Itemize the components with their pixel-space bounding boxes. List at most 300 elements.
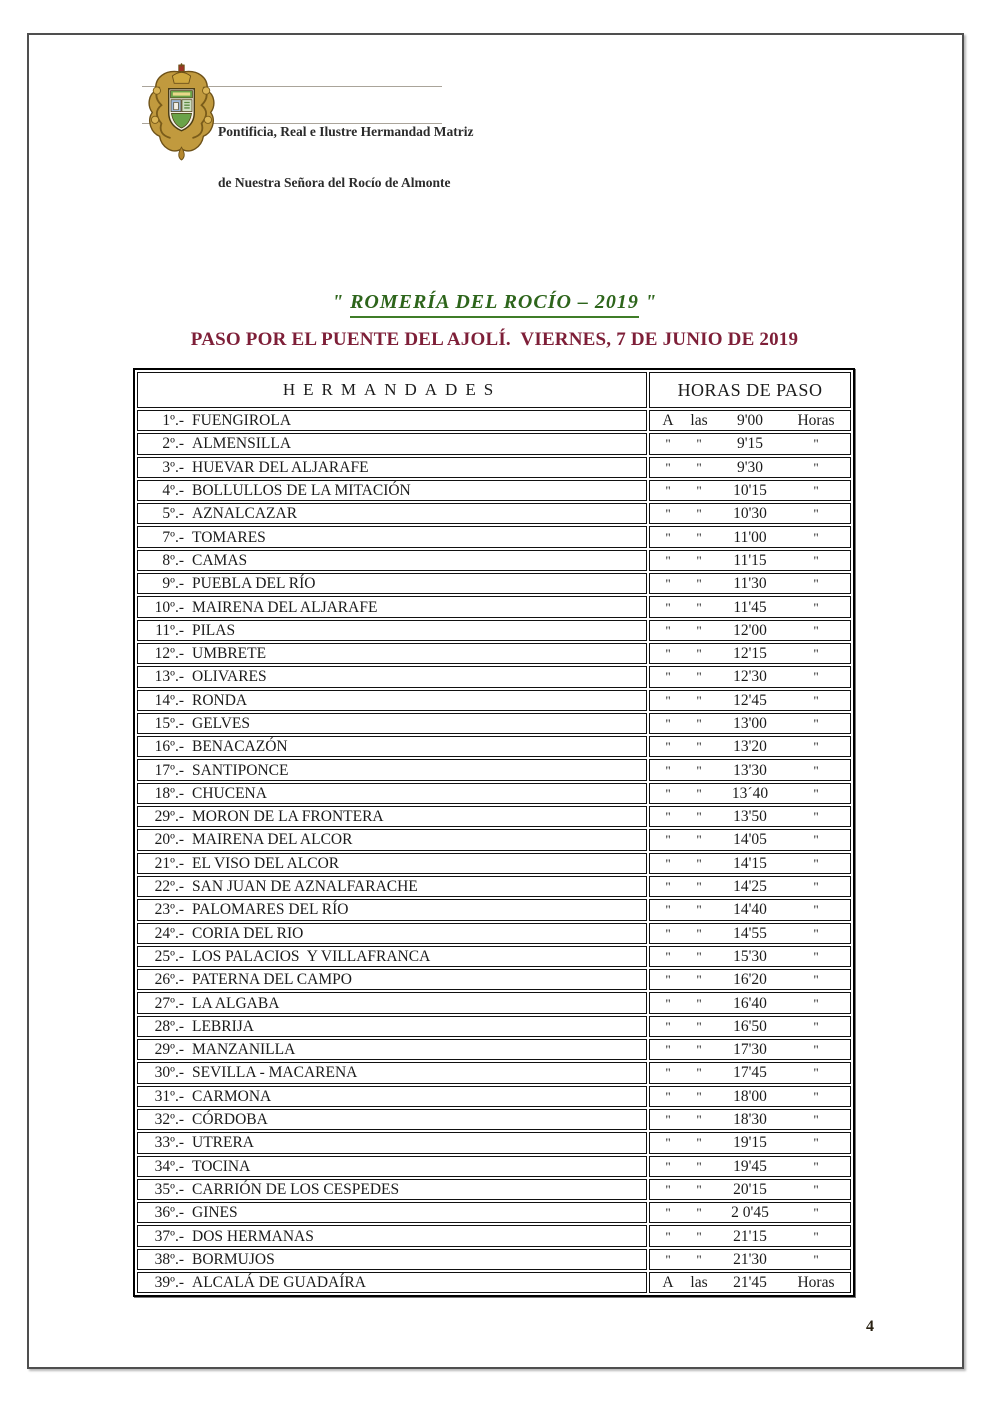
hora-time-value: 12'30	[733, 668, 767, 686]
title-open-quote: "	[331, 291, 351, 313]
hora-time-value: 16'40	[733, 994, 767, 1012]
hora-las-mark: "	[696, 599, 702, 615]
table-row	[137, 480, 851, 501]
hora-a-mark: "	[665, 622, 671, 638]
hora-time-value: 14'25	[733, 878, 767, 896]
hermandad-name: MAIRENA DEL ALJARAFE	[192, 598, 378, 616]
hermandad-name: OLIVARES	[192, 668, 267, 686]
hora-cell	[649, 899, 851, 920]
hora-a-mark: "	[665, 995, 671, 1011]
table-row	[137, 1109, 851, 1130]
hermandad-name: UTRERA	[192, 1134, 254, 1152]
hora-las-mark: "	[696, 692, 702, 708]
hora-grid	[650, 691, 850, 710]
hora-a-mark: "	[665, 1135, 671, 1151]
table-row	[137, 643, 851, 664]
hora-cell	[649, 410, 851, 431]
hora-cell	[649, 526, 851, 547]
hora-time-value: 17'30	[733, 1041, 767, 1059]
hora-cell	[649, 433, 851, 454]
hora-a-mark: "	[665, 902, 671, 918]
hermandad-cell	[137, 550, 647, 571]
row-number: 1º.-	[162, 412, 184, 430]
table-row	[137, 1202, 851, 1223]
row-number: 27º.-	[154, 994, 184, 1012]
hora-las-mark: "	[696, 995, 702, 1011]
hora-grid	[650, 947, 850, 966]
hora-a-mark: "	[665, 1205, 671, 1221]
table-row	[137, 1039, 851, 1060]
table-row	[137, 1272, 851, 1293]
hora-time-value: 11'00	[733, 528, 767, 546]
hora-horas-mark: "	[813, 599, 819, 615]
hora-time-value: 10'30	[733, 505, 767, 523]
hermandad-name: CARRIÓN DE LOS CESPEDES	[192, 1180, 400, 1198]
row-number: 18º.-	[154, 784, 184, 802]
hora-cell	[649, 736, 851, 757]
hora-las-mark: "	[696, 762, 702, 778]
hora-a-mark: "	[665, 785, 671, 801]
hora-cell	[649, 992, 851, 1013]
hora-time-value: 9'00	[736, 412, 764, 430]
hora-time-value: 14'05	[733, 831, 767, 849]
hora-a-mark: "	[665, 436, 671, 452]
hermandad-name: ALMENSILLA	[192, 435, 292, 453]
hora-las-mark: "	[696, 925, 702, 941]
hermandad-name: BENACAZÓN	[192, 738, 288, 756]
hermandad-name: MAIRENA DEL ALCOR	[192, 831, 353, 849]
hermandad-name: SEVILLA - MACARENA	[192, 1064, 358, 1082]
row-number: 23º.-	[154, 901, 184, 919]
hora-a-mark: "	[665, 552, 671, 568]
hora-grid	[650, 1227, 850, 1246]
hora-a-mark: "	[665, 925, 671, 941]
hora-horas-mark: Horas	[797, 412, 835, 430]
hora-time-value: 9'15	[736, 435, 764, 453]
hermandad-cell	[137, 620, 647, 641]
hora-horas-mark: "	[813, 785, 819, 801]
hora-time-value: 13'00	[733, 715, 767, 732]
hora-horas-mark: "	[813, 1018, 819, 1034]
hermandad-name: BORMUJOS	[192, 1250, 275, 1268]
hora-grid	[650, 737, 850, 756]
hora-a-mark: A	[662, 412, 674, 430]
hora-las-mark: "	[696, 1112, 702, 1128]
hora-las-mark: "	[696, 716, 702, 731]
hermandad-cell	[137, 1086, 647, 1107]
hermandad-name: LOS PALACIOS Y VILLAFRANCA	[192, 947, 431, 965]
hermandad-name: TOMARES	[192, 528, 266, 546]
table-row	[137, 550, 851, 571]
org-name	[218, 89, 473, 225]
table-row	[137, 759, 851, 780]
table-row	[137, 923, 851, 944]
hora-horas-mark: "	[813, 762, 819, 778]
hora-time-value: 10'15	[733, 482, 767, 500]
hora-las-mark: "	[696, 459, 702, 475]
hora-grid	[650, 1157, 850, 1176]
hora-a-mark: "	[665, 1112, 671, 1128]
hora-grid	[650, 644, 850, 663]
row-number: 39º.-	[154, 1274, 184, 1292]
row-number: 22º.-	[154, 878, 184, 896]
hora-horas-mark: "	[813, 646, 819, 662]
hora-horas-mark: "	[813, 622, 819, 638]
hermandad-name: PILAS	[192, 621, 236, 639]
hora-las-mark: "	[696, 785, 702, 801]
hora-grid	[650, 784, 850, 803]
hermandad-name: ALCALÁ DE GUADAÍRA	[192, 1274, 366, 1292]
table-row	[137, 620, 851, 641]
row-number: 17º.-	[154, 761, 184, 779]
hora-grid	[650, 900, 850, 919]
row-number: 9º.-	[162, 575, 184, 593]
hora-time-value: 11'30	[733, 575, 767, 593]
hermandad-cell	[137, 433, 647, 454]
hora-horas-mark: "	[813, 995, 819, 1011]
table-row	[137, 806, 851, 827]
hermandad-name: SANTIPONCE	[192, 761, 289, 779]
hora-a-mark: "	[665, 762, 671, 778]
hora-cell	[649, 690, 851, 711]
hora-grid	[650, 458, 850, 477]
hora-a-mark: "	[665, 1088, 671, 1104]
hora-grid	[650, 877, 850, 896]
hora-las-mark: "	[696, 739, 702, 755]
hora-horas-mark: "	[813, 832, 819, 848]
row-number: 3º.-	[162, 458, 184, 476]
hora-horas-mark: "	[813, 692, 819, 708]
hora-horas-mark: "	[813, 552, 819, 568]
schedule-table	[133, 368, 855, 1297]
hermandad-name: RONDA	[192, 691, 248, 709]
hora-grid	[650, 621, 850, 640]
row-number: 5º.-	[162, 505, 184, 523]
hora-a-mark: "	[665, 832, 671, 848]
row-number: 15º.-	[154, 715, 184, 732]
hora-time-value: 18'30	[733, 1111, 767, 1129]
hermandad-cell	[137, 1225, 647, 1246]
hermandad-name: CHUCENA	[192, 784, 267, 802]
hermandad-cell	[137, 480, 647, 501]
hora-grid	[650, 598, 850, 617]
row-number: 37º.-	[154, 1227, 184, 1245]
org-name-line1: Pontificia, Real e Ilustre Hermandad Matriz	[218, 124, 474, 139]
hermandad-crest-icon	[145, 63, 218, 162]
table-row	[137, 573, 851, 594]
hora-cell	[649, 783, 851, 804]
hora-a-mark: "	[665, 1158, 671, 1174]
table-row	[137, 829, 851, 850]
row-number: 4º.-	[162, 482, 184, 500]
row-number: 8º.-	[162, 551, 184, 569]
hermandad-cell	[137, 923, 647, 944]
hora-cell	[649, 1016, 851, 1037]
document-subtitle: PASO POR EL PUENTE DEL AJOLÍ. VIERNES, 7 DE JUNIO DE 2019	[190, 329, 799, 350]
hora-horas-mark: "	[813, 1158, 819, 1174]
hermandad-name: PALOMARES DEL RÍO	[192, 901, 349, 919]
table-row	[137, 433, 851, 454]
hora-a-mark: "	[665, 879, 671, 895]
hermandad-cell	[137, 666, 647, 687]
table-row	[137, 1179, 851, 1200]
hermandad-cell	[137, 410, 647, 431]
hora-time-value: 9'30	[736, 458, 764, 476]
hora-las-mark: "	[696, 809, 702, 825]
hora-grid	[650, 411, 850, 430]
hermandad-name: CAMAS	[192, 551, 248, 569]
table-row	[137, 1062, 851, 1083]
hora-a-mark: "	[665, 716, 671, 731]
hermandad-name: PUEBLA DEL RÍO	[192, 575, 316, 593]
hora-grid	[650, 854, 850, 873]
hora-las-mark: "	[696, 948, 702, 964]
table-row	[137, 713, 851, 734]
hermandad-cell	[137, 573, 647, 594]
hermandad-name: TOCINA	[192, 1157, 251, 1175]
schedule-body	[137, 410, 851, 1293]
hora-time-value: 17'45	[733, 1064, 767, 1082]
hora-a-mark: "	[665, 1065, 671, 1081]
hora-horas-mark: "	[813, 1181, 819, 1197]
row-number: 30º.-	[154, 1064, 184, 1082]
hora-las-mark: "	[696, 1065, 702, 1081]
hora-horas-mark: "	[813, 972, 819, 988]
column-header-horas: HORAS DE PASO	[649, 372, 851, 408]
hora-horas-mark: "	[813, 483, 819, 499]
hora-grid	[650, 1133, 850, 1152]
hermandad-cell	[137, 1016, 647, 1037]
table-row	[137, 992, 851, 1013]
hora-cell	[649, 550, 851, 571]
hora-horas-mark: "	[813, 576, 819, 592]
hermandad-name: LA ALGABA	[192, 994, 280, 1012]
table-row	[137, 1016, 851, 1037]
hora-a-mark: "	[665, 576, 671, 592]
hora-horas-mark: "	[813, 506, 819, 522]
schedule-header	[137, 372, 851, 408]
hermandad-name: SAN JUAN DE AZNALFARACHE	[192, 878, 418, 896]
hora-time-value: 2 0'45	[731, 1204, 769, 1222]
hora-las-mark: "	[696, 506, 702, 522]
hermandad-name: DOS HERMANAS	[192, 1227, 314, 1245]
row-number: 26º.-	[154, 971, 184, 989]
hora-horas-mark: "	[813, 1088, 819, 1104]
hora-a-mark: "	[665, 459, 671, 475]
table-row	[137, 853, 851, 874]
hora-time-value: 14'15	[733, 854, 767, 872]
row-number: 16º.-	[154, 738, 184, 756]
row-number: 36º.-	[154, 1204, 184, 1222]
row-number: 35º.-	[154, 1180, 184, 1198]
hora-las-mark: "	[696, 1228, 702, 1244]
hermandad-cell	[137, 969, 647, 990]
hora-grid	[650, 1063, 850, 1082]
hora-a-mark: "	[665, 506, 671, 522]
hora-cell	[649, 666, 851, 687]
hora-time-value: 21'15	[733, 1227, 767, 1245]
hora-a-mark: "	[665, 739, 671, 755]
hora-las-mark: "	[696, 1135, 702, 1151]
hora-cell	[649, 1086, 851, 1107]
hermandad-name: UMBRETE	[192, 645, 267, 663]
hora-grid	[650, 994, 850, 1013]
hora-a-mark: "	[665, 646, 671, 662]
hora-las-mark: "	[696, 483, 702, 499]
document-title	[27, 291, 962, 314]
row-number: 21º.-	[154, 854, 184, 872]
hermandad-name: CORIA DEL RIO	[192, 924, 304, 942]
table-row	[137, 876, 851, 897]
hora-las-mark: "	[696, 879, 702, 895]
hora-time-value: 13'30	[733, 761, 767, 779]
hermandad-name: MORON DE LA FRONTERA	[192, 808, 384, 826]
hermandad-name: AZNALCAZAR	[192, 505, 298, 523]
hora-time-value: 14'55	[733, 924, 767, 942]
hora-grid	[650, 714, 850, 733]
table-row	[137, 503, 851, 524]
hora-las-mark: "	[696, 552, 702, 568]
hora-las-mark: "	[696, 436, 702, 452]
hora-grid	[650, 1203, 850, 1222]
hora-cell	[649, 829, 851, 850]
hora-grid	[650, 1017, 850, 1036]
hora-horas-mark: "	[813, 809, 819, 825]
hora-las-mark: "	[696, 1205, 702, 1221]
hora-a-mark: "	[665, 1042, 671, 1058]
hermandad-name: GINES	[192, 1204, 238, 1222]
hora-time-value: 12'45	[733, 691, 767, 709]
hora-time-value: 15'30	[733, 947, 767, 965]
page-number: 4	[866, 1318, 874, 1335]
hora-cell	[649, 1202, 851, 1223]
hora-horas-mark: "	[813, 739, 819, 755]
hora-a-mark: A	[662, 1274, 674, 1292]
hermandad-name: GELVES	[192, 715, 250, 732]
hermandad-cell	[137, 899, 647, 920]
hora-a-mark: "	[665, 692, 671, 708]
table-row	[137, 457, 851, 478]
hora-grid	[650, 1180, 850, 1199]
table-row	[137, 526, 851, 547]
header-row	[137, 372, 851, 408]
hora-cell	[649, 853, 851, 874]
row-number: 12º.-	[154, 645, 184, 663]
row-number: 32º.-	[154, 1111, 184, 1129]
hermandad-cell	[137, 829, 647, 850]
hora-las-mark: "	[696, 622, 702, 638]
table-row	[137, 410, 851, 431]
hora-cell	[649, 1249, 851, 1270]
org-name-line2: de Nuestra Señora del Rocío de Almonte	[218, 175, 451, 190]
hora-cell	[649, 806, 851, 827]
hermandad-cell	[137, 713, 647, 734]
hermandad-cell	[137, 1272, 647, 1293]
hermandad-name: PATERNA DEL CAMPO	[192, 971, 352, 989]
hermandad-cell	[137, 946, 647, 967]
hermandad-cell	[137, 1109, 647, 1130]
hora-grid	[650, 551, 850, 570]
hora-horas-mark: "	[813, 1112, 819, 1128]
hora-las-mark: "	[696, 1158, 702, 1174]
hora-grid	[650, 830, 850, 849]
hermandad-cell	[137, 783, 647, 804]
hora-cell	[649, 1062, 851, 1083]
table-row	[137, 946, 851, 967]
hora-horas-mark: "	[813, 855, 819, 871]
hora-time-value: 13'50	[733, 808, 767, 826]
hora-horas-mark: "	[813, 948, 819, 964]
hora-time-value: 11'45	[733, 598, 767, 616]
hora-time-value: 21'30	[733, 1250, 767, 1268]
hermandad-cell	[137, 1132, 647, 1153]
hora-time-value: 16'50	[733, 1017, 767, 1035]
hora-horas-mark: "	[813, 1251, 819, 1267]
hora-a-mark: "	[665, 669, 671, 685]
hora-time-value: 20'15	[733, 1180, 767, 1198]
hora-a-mark: "	[665, 599, 671, 615]
row-number: 33º.-	[154, 1134, 184, 1152]
hermandad-cell	[137, 759, 647, 780]
hora-horas-mark: "	[813, 879, 819, 895]
hermandad-cell	[137, 806, 647, 827]
hora-horas-mark: "	[813, 1042, 819, 1058]
table-row	[137, 1249, 851, 1270]
hora-horas-mark: "	[813, 1135, 819, 1151]
hermandad-name: CÓRDOBA	[192, 1111, 268, 1129]
hora-a-mark: "	[665, 972, 671, 988]
hora-cell	[649, 620, 851, 641]
hora-las-mark: "	[696, 669, 702, 685]
hora-las-mark: "	[696, 1088, 702, 1104]
hora-cell	[649, 1039, 851, 1060]
hermandad-cell	[137, 596, 647, 617]
hora-a-mark: "	[665, 529, 671, 545]
hora-horas-mark: "	[813, 436, 819, 452]
hora-grid	[650, 807, 850, 826]
hermandad-name: MANZANILLA	[192, 1041, 296, 1059]
hora-las-mark: "	[696, 832, 702, 848]
hermandad-cell	[137, 1179, 647, 1200]
hora-cell	[649, 643, 851, 664]
hora-horas-mark: "	[813, 459, 819, 475]
hora-grid	[650, 970, 850, 989]
row-number: 2º.-	[162, 435, 184, 453]
hermandad-name: FUENGIROLA	[192, 412, 292, 430]
hora-time-value: 11'15	[733, 551, 767, 569]
hora-grid	[650, 434, 850, 453]
row-number: 28º.-	[154, 1017, 184, 1035]
hora-las-mark: "	[696, 1042, 702, 1058]
hora-grid	[650, 924, 850, 943]
hora-cell	[649, 759, 851, 780]
row-number: 34º.-	[154, 1157, 184, 1175]
hora-horas-mark: "	[813, 716, 819, 731]
hora-time-value: 13´40	[731, 784, 769, 802]
hora-cell	[649, 1109, 851, 1130]
hora-grid	[650, 1040, 850, 1059]
hora-las-mark: las	[690, 412, 708, 430]
hora-cell	[649, 876, 851, 897]
hora-grid	[650, 1250, 850, 1269]
hora-grid	[650, 667, 850, 686]
row-number: 31º.-	[154, 1087, 184, 1105]
hora-horas-mark: "	[813, 1065, 819, 1081]
hora-horas-mark: "	[813, 1205, 819, 1221]
hora-time-value: 18'00	[733, 1087, 767, 1105]
hora-horas-mark: "	[813, 529, 819, 545]
hermandad-cell	[137, 853, 647, 874]
